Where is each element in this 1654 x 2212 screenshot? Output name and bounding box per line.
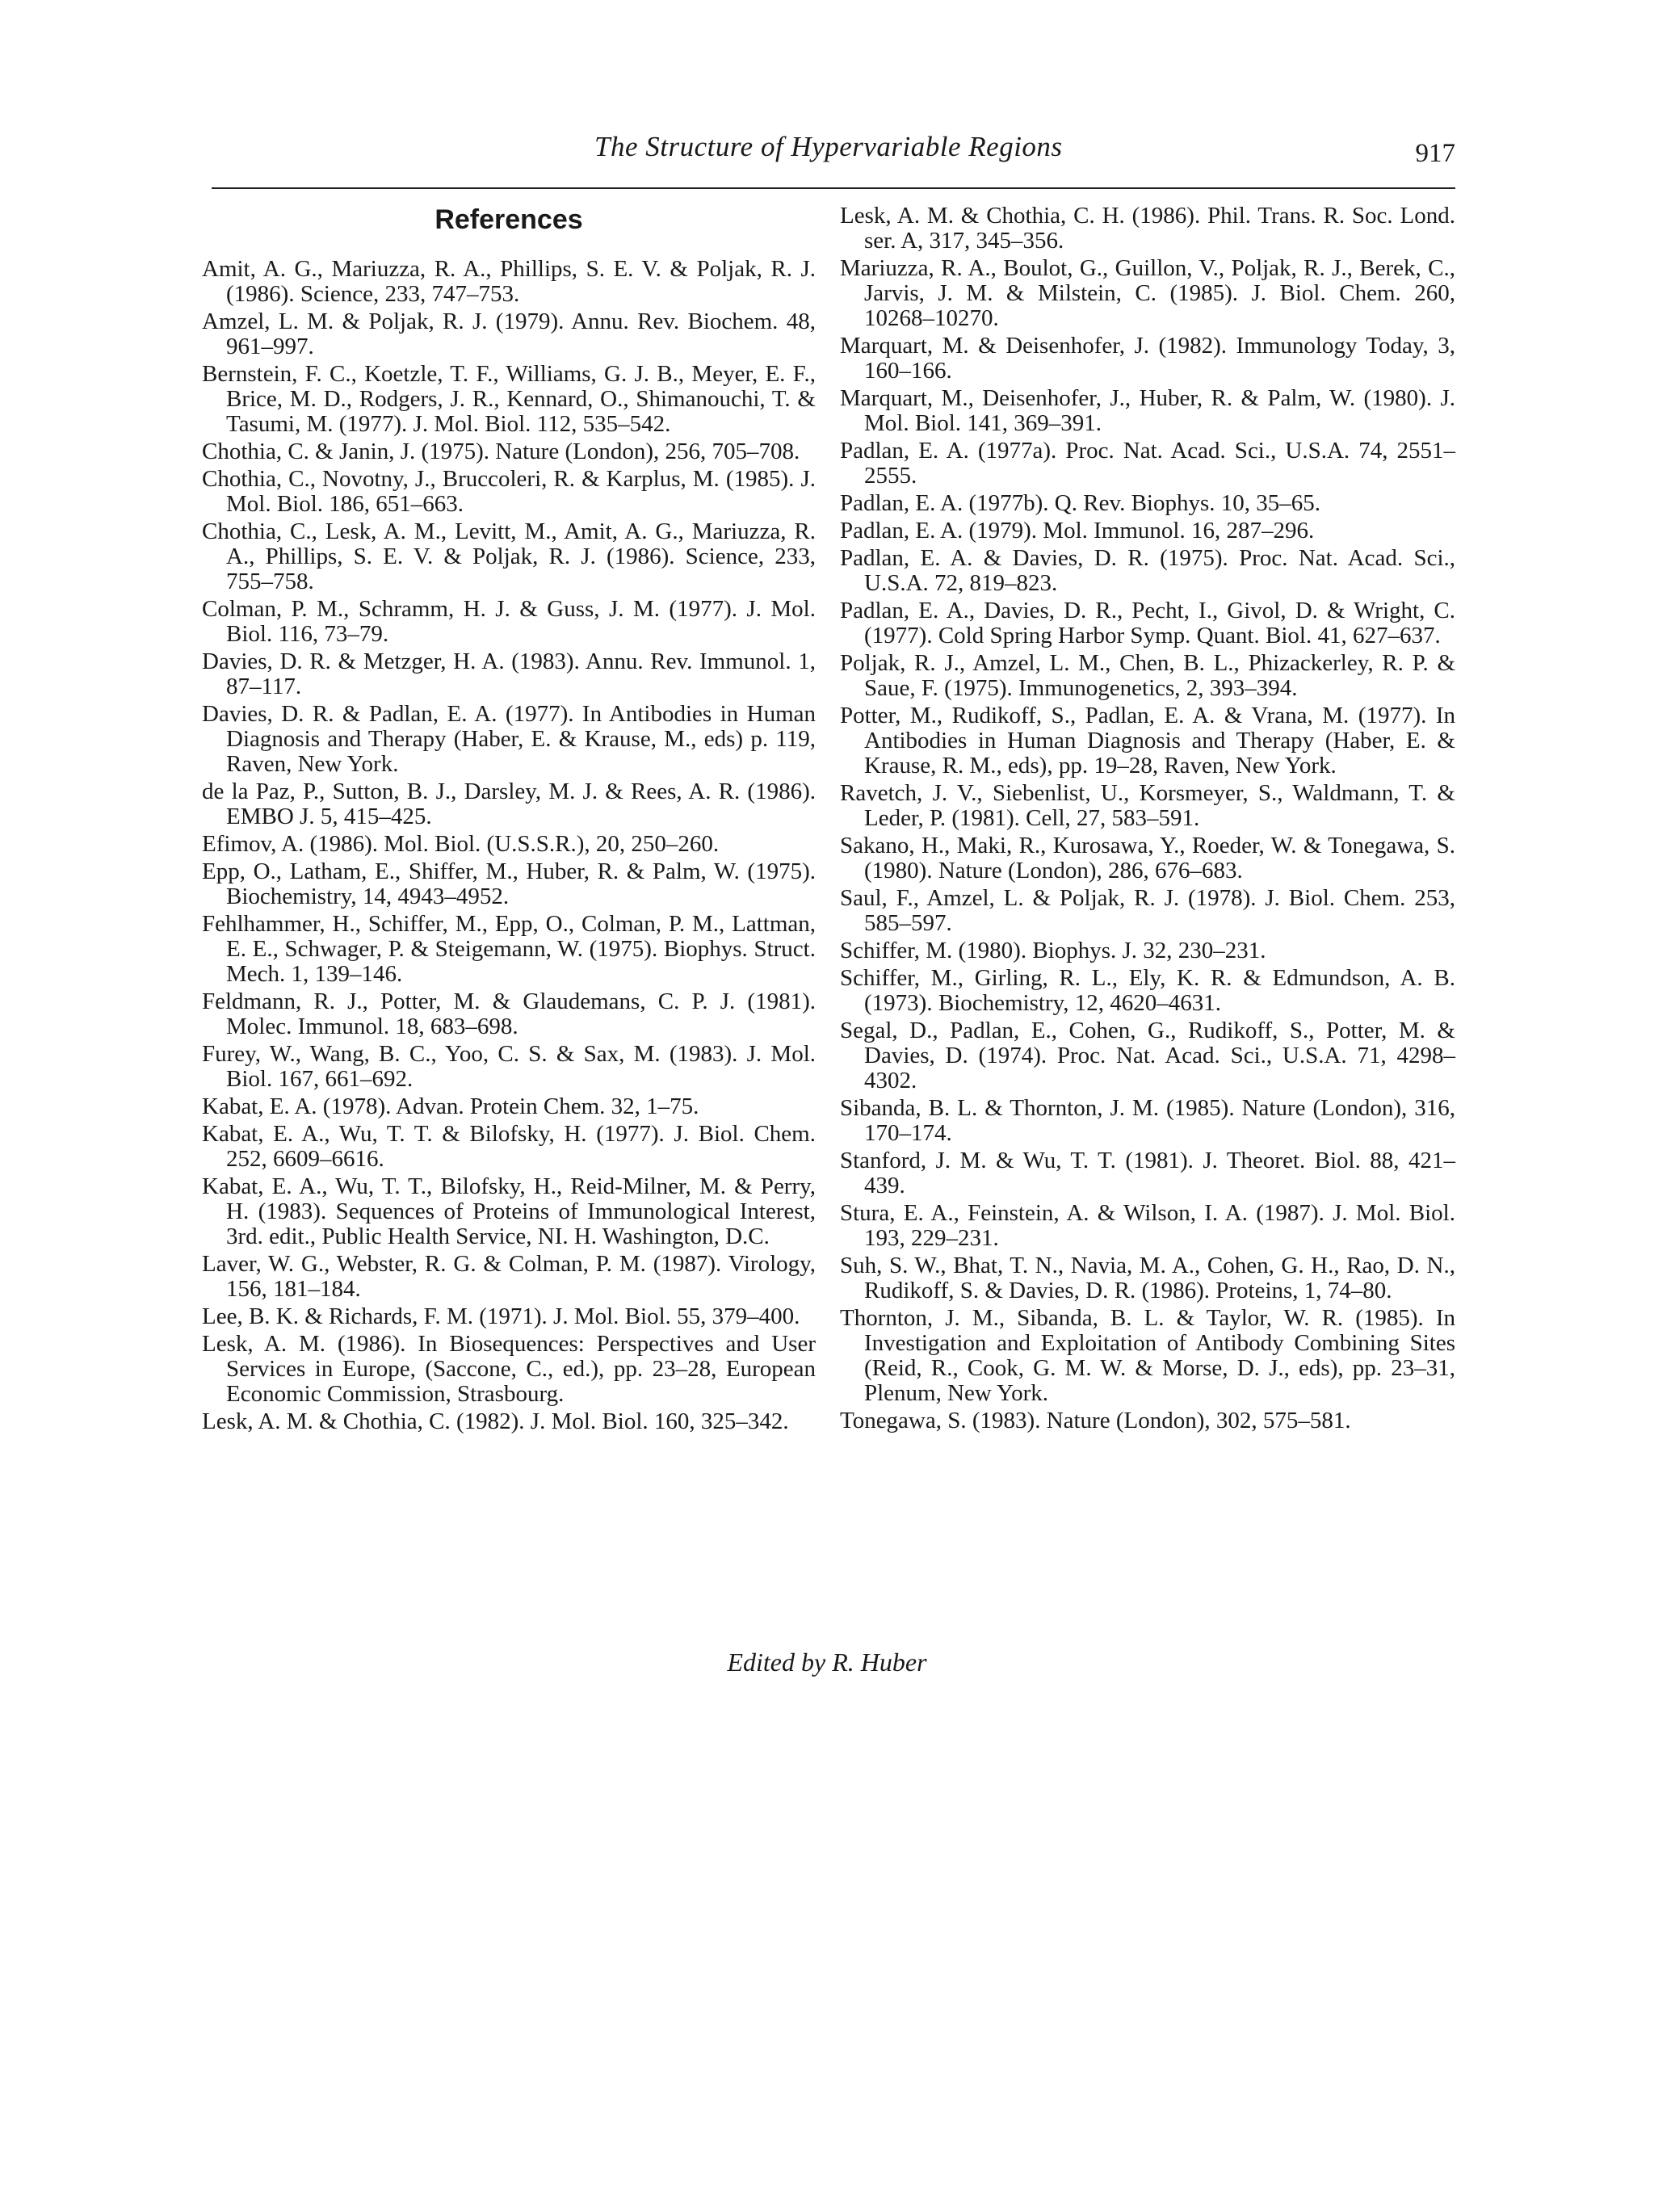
reference-entry: Bernstein, F. C., Koetzle, T. F., Williams, G. J. B., Meyer, E. F., Brice, M. D., Rodgers, J. R., Kennard, O., Shimanouchi, T. & Tasumi, M. (1977). J. Mol. Biol. 112, 535–542. (202, 361, 816, 437)
reference-entry: Sibanda, B. L. & Thornton, J. M. (1985). Nature (London), 316, 170–174. (840, 1095, 1455, 1146)
reference-entry: Amit, A. G., Mariuzza, R. A., Phillips, S. E. V. & Poljak, R. J. (1986). Science, 233, 747–753. (202, 256, 816, 307)
reference-entry: Stura, E. A., Feinstein, A. & Wilson, I. A. (1987). J. Mol. Biol. 193, 229–231. (840, 1200, 1455, 1251)
reference-entry: Schiffer, M., Girling, R. L., Ely, K. R. & Edmundson, A. B. (1973). Biochemistry, 12, 4620–4631. (840, 965, 1455, 1016)
references-right-column (840, 204, 1455, 1436)
reference-entry: Fehlhammer, H., Schiffer, M., Epp, O., Colman, P. M., Lattman, E. E., Schwager, P. & Steigemann, W. (1975). Biophys. Struct. Mech. 1, 139–146. (202, 911, 816, 987)
reference-entry: Padlan, E. A. (1977b). Q. Rev. Biophys. 10, 35–65. (840, 490, 1321, 516)
reference-entry: Laver, W. G., Webster, R. G. & Colman, P. M. (1987). Virology, 156, 181–184. (202, 1251, 816, 1302)
reference-entry: Potter, M., Rudikoff, S., Padlan, E. A. & Vrana, M. (1977). In Antibodies in Human Diagnosis and Therapy (Haber, E. & Krause, R. M., eds), pp. 19–28, Raven, New York. (840, 703, 1455, 779)
reference-entry: Mariuzza, R. A., Boulot, G., Guillon, V., Poljak, R. J., Berek, C., Jarvis, J. M. & Milstein, C. (1985). J. Biol. Chem. 260, 10268–10270. (840, 255, 1455, 331)
reference-entry: de la Paz, P., Sutton, B. J., Darsley, M. J. & Rees, A. R. (1986). EMBO J. 5, 415–425. (202, 779, 816, 829)
header-rule (212, 187, 1455, 189)
left-reference-list (202, 257, 816, 1434)
reference-entry: Lee, B. K. & Richards, F. M. (1971). J. Mol. Biol. 55, 379–400. (202, 1303, 800, 1329)
reference-entry: Lesk, A. M. & Chothia, C. H. (1986). Phil. Trans. R. Soc. Lond. ser. A, 317, 345–356. (840, 203, 1455, 254)
reference-entry: Chothia, C., Novotny, J., Bruccoleri, R. & Karplus, M. (1985). J. Mol. Biol. 186, 651–663. (202, 466, 816, 517)
reference-entry: Sakano, H., Maki, R., Kurosawa, Y., Roeder, W. & Tonegawa, S. (1980). Nature (London), 286, 676–683. (840, 833, 1455, 884)
reference-entry: Kabat, E. A., Wu, T. T., Bilofsky, H., Reid-Milner, M. & Perry, H. (1983). Sequences of Proteins of Immunological Interest, 3rd. edit., Public Health Service, NI. H. Washington, D.C. (202, 1173, 816, 1249)
reference-entry: Ravetch, J. V., Siebenlist, U., Korsmeyer, S., Waldmann, T. & Leder, P. (1981). Cell, 27, 583–591. (840, 780, 1455, 831)
reference-entry: Suh, S. W., Bhat, T. N., Navia, M. A., Cohen, G. H., Rao, D. N., Rudikoff, S. & Davies, D. R. (1986). Proteins, 1, 74–80. (840, 1253, 1455, 1303)
reference-entry: Tonegawa, S. (1983). Nature (London), 302, 575–581. (840, 1408, 1351, 1433)
reference-entry: Stanford, J. M. & Wu, T. T. (1981). J. Theoret. Biol. 88, 421–439. (840, 1148, 1455, 1198)
page-header (212, 121, 1455, 186)
reference-entry: Davies, D. R. & Padlan, E. A. (1977). In Antibodies in Human Diagnosis and Therapy (Haber, E. & Krause, M., eds) p. 119, Raven, New York. (202, 701, 816, 777)
right-reference-list (840, 204, 1455, 1433)
reference-entry: Kabat, E. A., Wu, T. T. & Bilofsky, H. (1977). J. Biol. Chem. 252, 6609–6616. (202, 1121, 816, 1172)
reference-entry: Lesk, A. M. & Chothia, C. (1982). J. Mol. Biol. 160, 325–342. (202, 1408, 789, 1434)
reference-entry: Schiffer, M. (1980). Biophys. J. 32, 230–231. (840, 938, 1266, 963)
reference-entry: Davies, D. R. & Metzger, H. A. (1983). Annu. Rev. Immunol. 1, 87–117. (202, 648, 816, 699)
reference-entry: Marquart, M. & Deisenhofer, J. (1982). Immunology Today, 3, 160–166. (840, 333, 1455, 384)
reference-entry: Chothia, C., Lesk, A. M., Levitt, M., Amit, A. G., Mariuzza, R. A., Phillips, S. E. V. & Poljak, R. J. (1986). Science, 233, 755–758. (202, 518, 816, 594)
references-left-column (202, 204, 816, 1437)
reference-entry: Epp, O., Latham, E., Shiffer, M., Huber, R. & Palm, W. (1975). Biochemistry, 14, 4943–4952. (202, 858, 816, 909)
reference-entry: Kabat, E. A. (1978). Advan. Protein Chem. 32, 1–75. (202, 1093, 699, 1119)
references-heading: References (434, 204, 583, 235)
reference-entry: Padlan, E. A., Davies, D. R., Pecht, I., Givol, D. & Wright, C. (1977). Cold Spring Harbor Symp. Quant. Biol. 41, 627–637. (840, 598, 1455, 648)
reference-entry: Lesk, A. M. (1986). In Biosequences: Perspectives and User Services in Europe, (Saccone, C., ed.), pp. 23–28, European Economic Commission, Strasbourg. (202, 1331, 816, 1407)
reference-entry: Padlan, E. A. & Davies, D. R. (1975). Proc. Nat. Acad. Sci., U.S.A. 72, 819–823. (840, 545, 1455, 596)
reference-entry: Poljak, R. J., Amzel, L. M., Chen, B. L., Phizackerley, R. P. & Saue, F. (1975). Immunogenetics, 2, 393–394. (840, 650, 1455, 701)
reference-entry: Saul, F., Amzel, L. & Poljak, R. J. (1978). J. Biol. Chem. 253, 585–597. (840, 885, 1455, 936)
reference-entry: Efimov, A. (1986). Mol. Biol. (U.S.S.R.), 20, 250–260. (202, 831, 720, 857)
reference-entry: Padlan, E. A. (1979). Mol. Immunol. 16, 287–296. (840, 518, 1315, 544)
reference-entry: Amzel, L. M. & Poljak, R. J. (1979). Annu. Rev. Biochem. 48, 961–997. (202, 309, 816, 359)
reference-entry: Padlan, E. A. (1977a). Proc. Nat. Acad. Sci., U.S.A. 74, 2551–2555. (840, 438, 1455, 489)
editor-credit: Edited by R. Huber (727, 1647, 927, 1677)
reference-entry: Furey, W., Wang, B. C., Yoo, C. S. & Sax, M. (1983). J. Mol. Biol. 167, 661–692. (202, 1041, 816, 1092)
reference-entry: Feldmann, R. J., Potter, M. & Glaudemans, C. P. J. (1981). Molec. Immunol. 18, 683–698. (202, 988, 816, 1039)
reference-entry: Thornton, J. M., Sibanda, B. L. & Taylor, W. R. (1985). In Investigation and Exploitation of Antibody Combining Sites (Reid, R., Cook, G. M. W. & Morse, D. J., eds), pp. 23–31, Plenum, New York. (840, 1305, 1455, 1406)
reference-entry: Colman, P. M., Schramm, H. J. & Guss, J. M. (1977). J. Mol. Biol. 116, 73–79. (202, 596, 816, 647)
reference-entry: Segal, D., Padlan, E., Cohen, G., Rudikoff, S., Potter, M. & Davies, D. (1974). Proc. Nat. Acad. Sci., U.S.A. 71, 4298–4302. (840, 1018, 1455, 1093)
reference-entry: Chothia, C. & Janin, J. (1975). Nature (London), 256, 705–708. (202, 439, 800, 464)
reference-entry: Marquart, M., Deisenhofer, J., Huber, R. & Palm, W. (1980). J. Mol. Biol. 141, 369–391. (840, 385, 1455, 436)
page-number: 917 (1415, 139, 1455, 168)
running-title: The Structure of Hypervariable Regions (594, 131, 1063, 162)
